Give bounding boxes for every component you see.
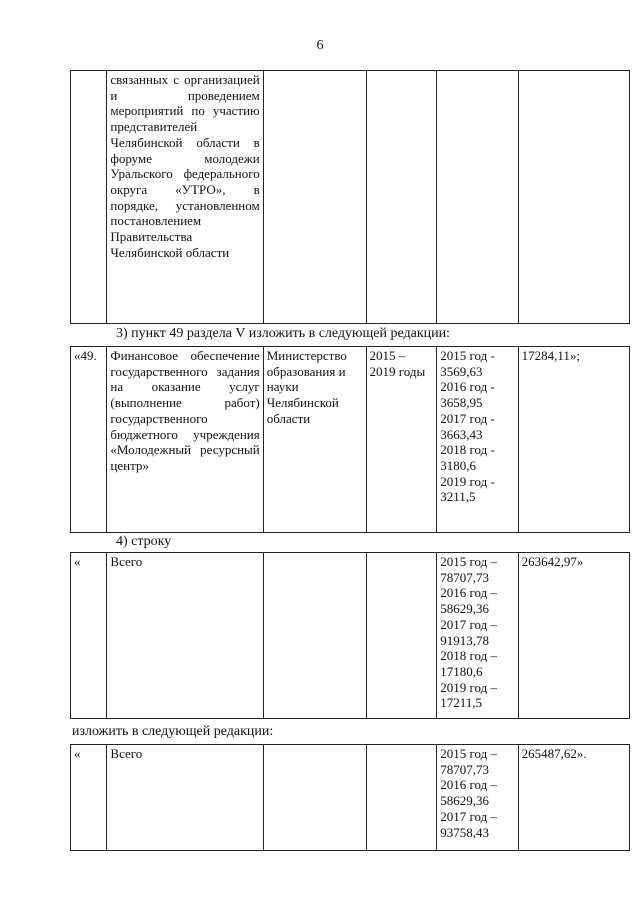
funding-line: 2018 год – 17180,6	[440, 648, 497, 679]
funding-line: 2017 год - 3663,43	[440, 410, 495, 442]
table-cell-empty	[366, 745, 437, 851]
funding-line: 2018 год - 3180,6	[440, 442, 495, 473]
table-cell-number: «49.	[71, 347, 107, 533]
funding-line: 2019 год – 17211,5	[440, 679, 497, 711]
table-item-49	[70, 346, 630, 533]
table-total-old	[70, 552, 630, 719]
table-cell-name: Финансовое обеспечение государственного задания на оказание услуг (выполнение работ) государственного бюджетного учреждения «Молодежный ресурсный центр»	[107, 347, 263, 533]
table-cell-label: Всего	[107, 553, 263, 719]
funding-line: 2015 год – 78707,73	[440, 746, 497, 777]
table-cell-mark: «	[71, 745, 107, 851]
paragraph-item-4: 4) строку	[116, 534, 172, 549]
table-cell-executor: Министерство образования и науки Челябинской области	[263, 347, 366, 533]
table-cell-empty	[437, 71, 518, 324]
table-cell-mark: «	[71, 553, 107, 719]
paragraph-new-edition: изложить в следующей редакции:	[72, 724, 274, 739]
funding-line: 2019 год - 3211,5	[440, 473, 495, 505]
table-cell-funding	[437, 745, 518, 851]
table-cell-period: 2015 – 2019 годы	[366, 347, 437, 533]
table-row	[71, 71, 630, 324]
funding-line: 2015 год - 3569,63	[440, 348, 495, 379]
funding-line: 2015 год – 78707,73	[440, 554, 497, 585]
table-cell-empty	[366, 71, 437, 324]
table-cell-total: 17284,11»;	[518, 347, 629, 533]
table-cell-empty	[263, 553, 366, 719]
funding-line: 2016 год - 3658,95	[440, 379, 495, 411]
table-cell-funding	[437, 347, 518, 533]
paragraph-item-3: 3) пункт 49 раздела V изложить в следующей редакции:	[116, 326, 451, 341]
funding-line: 2016 год – 58629,36	[440, 585, 497, 617]
table-cell-empty	[366, 553, 437, 719]
table-continuation	[70, 70, 630, 324]
table-cell-empty	[263, 745, 366, 851]
table-row	[71, 347, 630, 533]
funding-line: 2017 год – 91913,78	[440, 616, 497, 648]
funding-line: 2016 год – 58629,36	[440, 777, 497, 809]
table-cell-label: Всего	[107, 745, 263, 851]
table-cell-description: связанных с организацией и проведением мероприятий по участию представителей Челябинской области в форуме молодежи Уральского федерального округа «УТРО», в порядке, установленном постановлением Правительства Челябинской области	[107, 71, 263, 324]
table-row	[71, 745, 630, 851]
table-total-new	[70, 744, 630, 851]
table-cell-empty	[263, 71, 366, 324]
table-cell-empty	[518, 71, 629, 324]
table-cell-funding	[437, 553, 518, 719]
table-cell-total: 263642,97»	[518, 553, 629, 719]
page-number: 6	[316, 38, 324, 53]
table-cell-total: 265487,62».	[518, 745, 629, 851]
table-cell-empty	[71, 71, 107, 324]
funding-line: 2017 год – 93758,43	[440, 808, 497, 840]
table-row	[71, 553, 630, 719]
